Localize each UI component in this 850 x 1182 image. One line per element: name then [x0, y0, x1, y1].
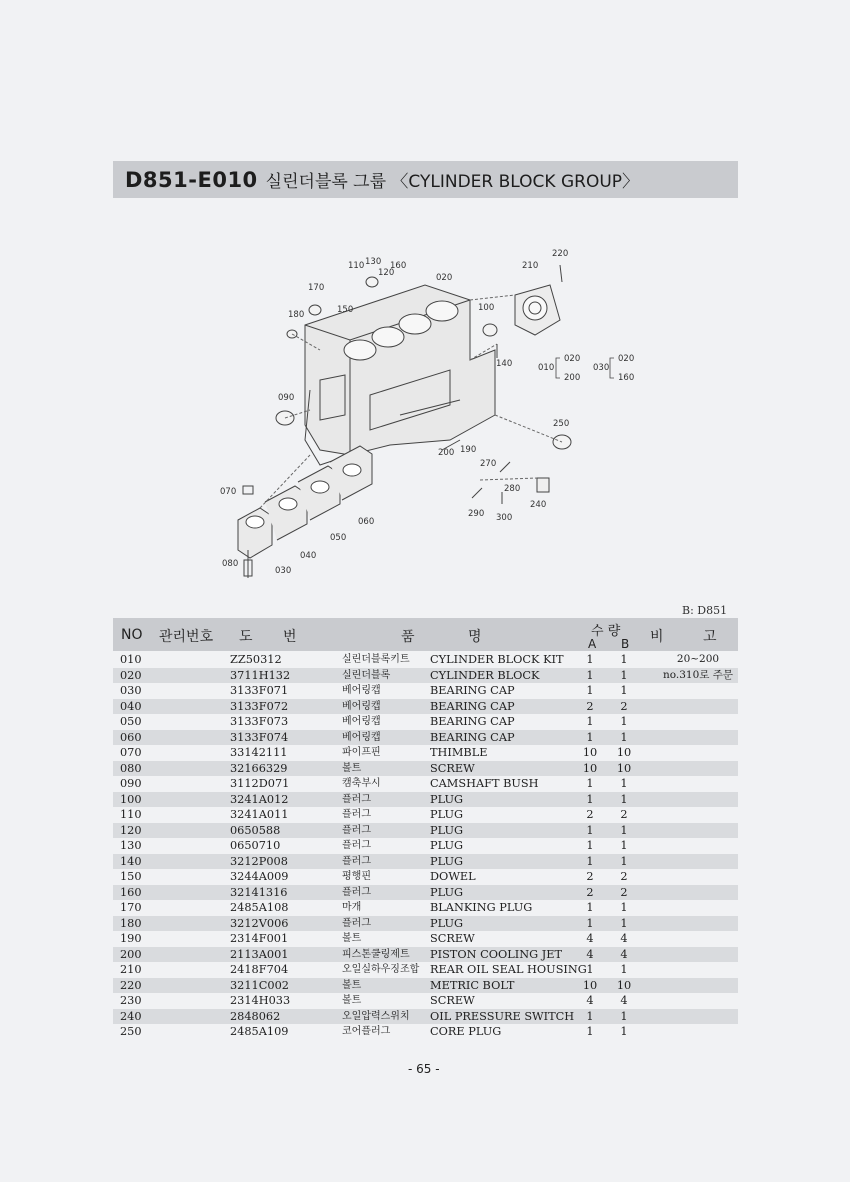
qty-b: 10: [616, 761, 632, 775]
legend-030-bottom: 160: [618, 373, 635, 383]
qty-b: 4: [620, 932, 628, 945]
callout-100: 100: [478, 303, 495, 313]
part-number: 3133F073: [230, 715, 289, 728]
part-number: 3133F074: [230, 730, 289, 744]
callout-130: 130: [365, 257, 382, 267]
table-row: [113, 1009, 738, 1025]
part-number: 32141316: [230, 885, 288, 899]
qty-b: 1: [620, 854, 628, 868]
part-number: 32166329: [230, 761, 288, 775]
part-number: 3133F071: [230, 684, 289, 697]
section-code: D851-E010: [125, 167, 258, 192]
legend-010: 010: [538, 363, 555, 373]
part-name-kr: 베어링캡: [342, 685, 381, 696]
part-name-kr: 베어링캡: [342, 700, 381, 712]
qty-a: 2: [586, 699, 594, 713]
part-name-en: CAMSHAFT BUSH: [430, 777, 539, 790]
part-name-kr: 플러그: [342, 840, 371, 851]
part-name-kr: 플러그: [342, 809, 371, 820]
part-name-kr: 실린더블록: [342, 669, 391, 681]
qty-a: 2: [586, 885, 594, 899]
part-number: 3212P008: [230, 854, 288, 868]
part-number: 33142111: [230, 746, 288, 759]
row-no: 160: [120, 885, 142, 899]
row-no: 040: [120, 699, 142, 713]
table-row: [113, 947, 738, 963]
callout-190: 190: [460, 445, 477, 455]
qty-b: 1: [620, 684, 628, 697]
row-no: 220: [120, 978, 142, 992]
part-name-en: SCREW: [430, 932, 475, 945]
exploded-parts-diagram: [210, 240, 650, 590]
page-number: - 65 -: [408, 1062, 440, 1076]
row-no: 140: [120, 854, 142, 868]
part-name-kr: 플러그: [342, 793, 371, 805]
qty-a: 1: [586, 792, 594, 806]
table-row: [113, 823, 738, 839]
callout-290: 290: [468, 509, 485, 519]
table-row: [113, 962, 738, 978]
part-name-kr: 오일압력스위치: [342, 1010, 410, 1022]
legend-030-top: 020: [618, 354, 635, 364]
header-no: NO: [121, 627, 143, 643]
qty-b: 2: [620, 870, 628, 883]
part-name-en: SCREW: [430, 994, 475, 1007]
table-row: [113, 1024, 738, 1040]
part-number: 3711H132: [230, 668, 291, 682]
callout-250: 250: [553, 419, 570, 429]
table-row: [113, 807, 738, 823]
qty-a: 1: [586, 653, 594, 666]
callout-070: 070: [220, 487, 237, 497]
qty-b: 4: [620, 947, 628, 961]
callout-080: 080: [222, 559, 239, 569]
callout-050: 050: [330, 533, 347, 543]
part-number: 3212V006: [230, 916, 289, 930]
row-no: 030: [120, 684, 142, 697]
table-row: [113, 699, 738, 715]
row-no: 050: [120, 715, 142, 728]
callout-220: 220: [552, 249, 569, 259]
row-no: 250: [120, 1025, 142, 1038]
part-name-kr: 코어플러그: [342, 1026, 391, 1037]
callout-120: 120: [378, 268, 395, 278]
table-row: [113, 900, 738, 916]
qty-a: 1: [586, 668, 594, 682]
callout-060: 060: [358, 517, 375, 527]
part-name-en: CYLINDER BLOCK: [430, 668, 540, 682]
row-no: 200: [120, 947, 142, 961]
qty-a: 2: [586, 870, 594, 883]
qty-a: 10: [582, 746, 598, 759]
part-name-en: BEARING CAP: [430, 715, 515, 728]
part-number: 0650710: [230, 839, 281, 852]
table-row: [113, 993, 738, 1009]
part-number: 3133F072: [230, 699, 289, 713]
table-row: [113, 838, 738, 854]
qty-b: 1: [620, 916, 628, 930]
qty-a: 1: [586, 777, 594, 790]
part-name-en: PLUG: [430, 823, 464, 837]
qty-b: 2: [620, 808, 628, 821]
part-name-kr: 볼트: [342, 933, 362, 944]
part-number: 2848062: [230, 1009, 281, 1023]
table-row: [113, 745, 738, 761]
qty-a: 1: [586, 901, 594, 914]
part-number: 0650588: [230, 823, 281, 837]
header-beon: 번: [283, 629, 297, 645]
callout-180: 180: [288, 310, 305, 320]
part-number: 3241A011: [230, 808, 289, 821]
qty-b: 10: [616, 978, 632, 992]
qty-b: 10: [616, 746, 632, 759]
header-qty-b: B: [621, 637, 630, 651]
callout-020: 020: [436, 273, 453, 283]
qty-a: 1: [586, 823, 594, 837]
table-row: [113, 668, 738, 684]
qty-a: 1: [586, 839, 594, 852]
qty-b: 1: [620, 730, 628, 744]
table-row: [113, 869, 738, 885]
qty-a: 1: [586, 963, 594, 976]
callout-040: 040: [300, 551, 317, 561]
part-number: 2485A109: [230, 1025, 289, 1038]
callout-240: 240: [530, 500, 547, 510]
parts-table: [113, 652, 738, 1040]
qty-a: 1: [586, 1009, 594, 1023]
callout-160: 160: [390, 261, 407, 271]
row-no: 020: [120, 668, 142, 682]
remark: 20~200: [676, 653, 720, 665]
part-name-en: BEARING CAP: [430, 730, 515, 744]
qty-a: 10: [582, 761, 598, 775]
legend-010-bottom: 200: [564, 373, 581, 383]
part-number: 2485A108: [230, 901, 289, 914]
qty-b: 1: [620, 792, 628, 806]
part-name-en: BLANKING PLUG: [430, 901, 533, 914]
header-qty: 수 량: [591, 624, 621, 639]
qty-a: 4: [586, 932, 594, 945]
qty-a: 1: [586, 684, 594, 697]
qty-b: 4: [620, 994, 628, 1007]
callout-200: 200: [438, 448, 455, 458]
section-title-bar: [113, 161, 738, 198]
part-name-en: DOWEL: [430, 870, 476, 883]
part-name-kr: 플러그: [342, 855, 371, 867]
part-name-en: REAR OIL SEAL HOUSING: [430, 963, 587, 976]
row-no: 090: [120, 777, 142, 790]
qty-a: 1: [586, 715, 594, 728]
part-number: 2314H033: [230, 994, 291, 1007]
row-no: 180: [120, 916, 142, 930]
part-number: 3211C002: [230, 978, 289, 992]
part-name-en: PLUG: [430, 792, 464, 806]
part-name-en: PLUG: [430, 885, 464, 899]
callout-150: 150: [337, 305, 354, 315]
table-row: [113, 683, 738, 699]
row-no: 130: [120, 839, 142, 852]
row-no: 170: [120, 901, 142, 914]
qty-a: 1: [586, 1025, 594, 1038]
header-go: 고: [703, 629, 717, 645]
row-no: 120: [120, 823, 142, 837]
table-row: [113, 714, 738, 730]
part-name-kr: 볼트: [342, 979, 362, 991]
part-name-en: PLUG: [430, 808, 464, 821]
qty-b: 1: [620, 823, 628, 837]
row-no: 010: [120, 653, 142, 666]
section-title: 실린더블록 그룹 〈CYLINDER BLOCK GROUP〉: [265, 172, 640, 192]
part-name-kr: 플러그: [342, 824, 371, 836]
callout-300: 300: [496, 513, 513, 523]
legend-030: 030: [593, 363, 610, 373]
header-bi: 비: [650, 629, 664, 645]
callout-110: 110: [348, 261, 365, 271]
row-no: 080: [120, 761, 142, 775]
qty-b: 1: [620, 839, 628, 852]
cylinder-block-shape: [305, 285, 495, 455]
callout-270: 270: [480, 459, 497, 469]
table-row: [113, 730, 738, 746]
part-number: 2418F704: [230, 963, 289, 976]
part-name-en: PLUG: [430, 916, 464, 930]
part-name-kr: 마개: [342, 902, 362, 913]
row-no: 060: [120, 730, 142, 744]
part-name-en: PISTON COOLING JET: [430, 947, 563, 961]
callout-170: 170: [308, 283, 325, 293]
part-name-en: BEARING CAP: [430, 684, 515, 697]
header-myeong: 명: [468, 629, 482, 645]
version-note: B: D851: [682, 604, 728, 617]
qty-b: 1: [620, 777, 628, 790]
qty-b: 1: [620, 653, 628, 666]
part-number: 2314F001: [230, 932, 289, 945]
qty-b: 1: [620, 715, 628, 728]
table-row: [113, 885, 738, 901]
callout-090: 090: [278, 393, 295, 403]
row-no: 070: [120, 746, 142, 759]
table-header: [113, 618, 738, 651]
part-name-kr: 볼트: [342, 995, 362, 1006]
table-row: [113, 761, 738, 777]
legend-010-top: 020: [564, 354, 581, 364]
part-number: 3244A009: [230, 870, 289, 883]
part-name-en: OIL PRESSURE SWITCH: [430, 1009, 575, 1023]
row-no: 100: [120, 792, 142, 806]
table-row: [113, 916, 738, 932]
part-name-en: PLUG: [430, 854, 464, 868]
table-row: [113, 854, 738, 870]
qty-a: 1: [586, 916, 594, 930]
part-number: 2113A001: [230, 947, 289, 961]
table-row: [113, 776, 738, 792]
qty-a: 10: [582, 978, 598, 992]
part-name-kr: 실린더블록키트: [342, 654, 410, 665]
qty-a: 1: [586, 730, 594, 744]
callout-030: 030: [275, 566, 292, 576]
part-name-kr: 베어링캡: [342, 716, 381, 727]
qty-a: 4: [586, 994, 594, 1007]
part-name-kr: 평행핀: [342, 871, 371, 882]
part-name-kr: 피스톤쿨링제트: [342, 948, 410, 960]
table-row: [113, 792, 738, 808]
row-no: 240: [120, 1009, 142, 1023]
row-no: 190: [120, 932, 142, 945]
part-name-kr: 플러그: [342, 886, 371, 898]
row-no: 230: [120, 994, 142, 1007]
part-name-kr: 볼트: [342, 762, 362, 774]
header-do: 도: [239, 629, 253, 645]
qty-b: 2: [620, 885, 628, 899]
qty-a: 2: [586, 808, 594, 821]
part-name-kr: 베어링캡: [342, 731, 381, 743]
part-name-en: METRIC BOLT: [430, 978, 515, 992]
part-name-kr: 파이프핀: [342, 747, 381, 758]
callout-210: 210: [522, 261, 539, 271]
part-name-en: CYLINDER BLOCK KIT: [430, 653, 564, 666]
header-pum: 품: [401, 629, 415, 645]
part-name-en: CORE PLUG: [430, 1025, 502, 1038]
qty-b: 1: [620, 1009, 628, 1023]
table-row: [113, 978, 738, 994]
part-name-kr: 플러그: [342, 917, 371, 929]
header-mgmt: 관리번호: [159, 629, 214, 645]
qty-b: 1: [620, 963, 628, 976]
part-number: ZZ50312: [230, 653, 282, 666]
qty-b: 1: [620, 901, 628, 914]
row-no: 110: [120, 808, 142, 821]
qty-b: 2: [620, 699, 628, 713]
part-name-kr: 캠축부시: [342, 778, 381, 789]
part-number: 3112D071: [230, 777, 290, 790]
table-row: [113, 652, 738, 668]
callout-280: 280: [504, 484, 521, 494]
header-qty-a: A: [588, 637, 597, 651]
part-name-en: PLUG: [430, 839, 464, 852]
part-name-en: THIMBLE: [430, 746, 488, 759]
callout-140: 140: [496, 359, 513, 369]
part-number: 3241A012: [230, 792, 289, 806]
part-name-en: BEARING CAP: [430, 699, 515, 713]
qty-a: 4: [586, 947, 594, 961]
qty-b: 1: [620, 668, 628, 682]
remark: no.310로 주문: [662, 668, 734, 681]
row-no: 210: [120, 963, 142, 976]
part-name-en: SCREW: [430, 761, 475, 775]
row-no: 150: [120, 870, 142, 883]
table-row: [113, 931, 738, 947]
part-name-kr: 오일실하우징조합: [342, 964, 420, 975]
qty-b: 1: [620, 1025, 628, 1038]
qty-a: 1: [586, 854, 594, 868]
